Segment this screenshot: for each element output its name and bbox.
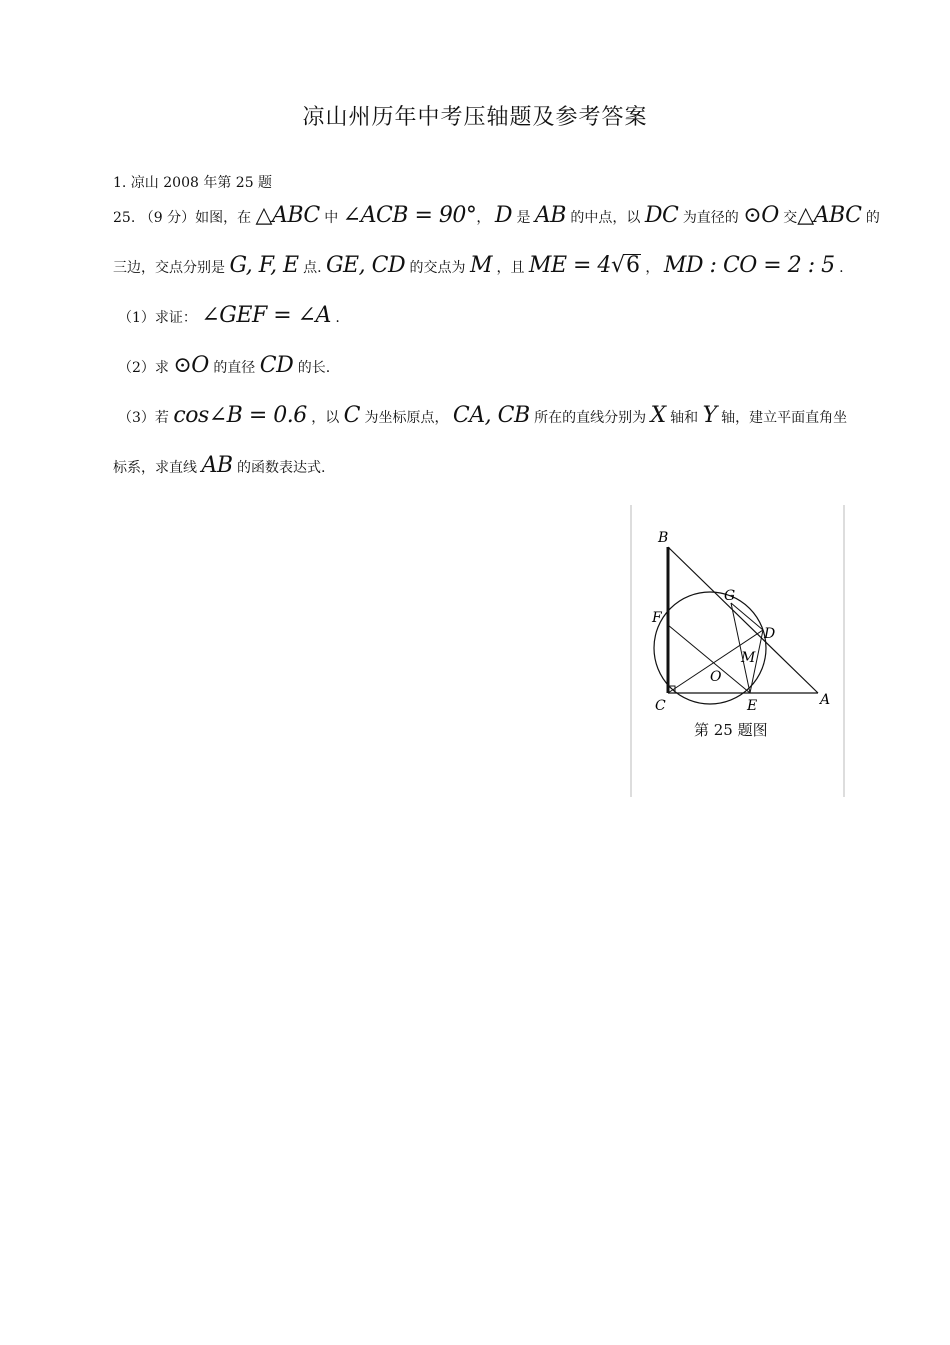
label-d: D [764, 626, 776, 642]
text: 的交点为 [409, 260, 466, 276]
text: 的中点，以 [570, 210, 641, 226]
problem-points: （9 分） [139, 210, 196, 226]
text: ， [476, 210, 491, 226]
text: 中 [324, 210, 339, 226]
part-2-label: （2）求 [118, 360, 169, 376]
text: . [839, 260, 844, 276]
math-d: D [494, 203, 512, 228]
math-ab: AB [534, 203, 566, 228]
math-gfe: G, F, E [229, 253, 299, 278]
segment-ba [668, 547, 818, 693]
page-title: 凉山州历年中考压轴题及参考答案 [302, 105, 648, 130]
label-o: O [710, 669, 722, 685]
problem-statement-line-1 [113, 203, 880, 228]
sqrt-symbol: √ [610, 253, 625, 278]
label-m: M [741, 650, 756, 666]
label-g: G [724, 588, 736, 604]
math-circle-o: ⊙O [743, 203, 779, 228]
math-y: Y [702, 403, 717, 428]
math-cos-b: cos∠B = 0.6 [173, 403, 307, 428]
label-b: B [658, 530, 669, 546]
math-cd: CD [259, 353, 294, 378]
part-3-line-2 [113, 453, 325, 478]
math-m: M [469, 253, 493, 278]
math-sqrt-6: 6 [625, 253, 640, 278]
part-3-line-1 [118, 403, 847, 428]
label-e: E [747, 698, 758, 714]
text: 的函数表达式. [236, 460, 326, 476]
math-triangle-abc-2: △ABC [797, 203, 862, 228]
text: ， [645, 260, 660, 276]
text: 为坐标原点， [364, 410, 449, 426]
math-ratio: MD : CO = 2 : 5 [663, 253, 835, 278]
math-triangle-abc: △ABC [255, 203, 320, 228]
question-heading: 1. 凉山 2008 年第 25 题 [113, 175, 273, 191]
label-c: C [655, 698, 666, 714]
text: . [335, 310, 340, 326]
geometry-diagram [630, 505, 845, 797]
math-circle-o-2: ⊙O [173, 353, 209, 378]
math-c: C [343, 403, 360, 428]
math-ab-2: AB [201, 453, 233, 478]
part-1-label: （1）求证： [118, 310, 197, 326]
text: 标系，求直线 [113, 460, 197, 476]
text: 轴和 [670, 410, 699, 426]
math-x: X [650, 403, 666, 428]
text: 交 [783, 210, 798, 226]
part-2 [118, 353, 330, 378]
label-a: A [820, 692, 831, 708]
math-ca-cb: CA, CB [452, 403, 530, 428]
text: ，且 [496, 260, 525, 276]
figure-caption: 第 25 题图 [694, 721, 768, 739]
text: ，以 [311, 410, 340, 426]
text: 为直径的 [682, 210, 739, 226]
text: 是 [516, 210, 531, 226]
label-f: F [652, 610, 662, 626]
math-angle-acb: ∠ACB = 90° [342, 203, 477, 228]
text: 的长. [297, 360, 331, 376]
math-me-equals: ME = 4 [528, 253, 611, 278]
math-ge-cd: GE, CD [325, 253, 406, 278]
part-3-label: （3）若 [118, 410, 169, 426]
math-angle-gef: ∠GEF = ∠A [201, 303, 331, 328]
geometry-figure [630, 505, 845, 797]
math-dc: DC [644, 203, 679, 228]
text: 所在的直线分别为 [534, 410, 647, 426]
text: 的直径 [213, 360, 256, 376]
problem-number: 25. [113, 210, 136, 226]
text: 如图，在 [195, 210, 252, 226]
text: 轴，建立平面直角坐 [721, 410, 848, 426]
text: 点. [303, 260, 322, 276]
text: 三边，交点分别是 [113, 260, 225, 276]
problem-statement-line-2 [113, 253, 844, 278]
part-1 [118, 303, 340, 328]
text: 的 [865, 210, 880, 226]
